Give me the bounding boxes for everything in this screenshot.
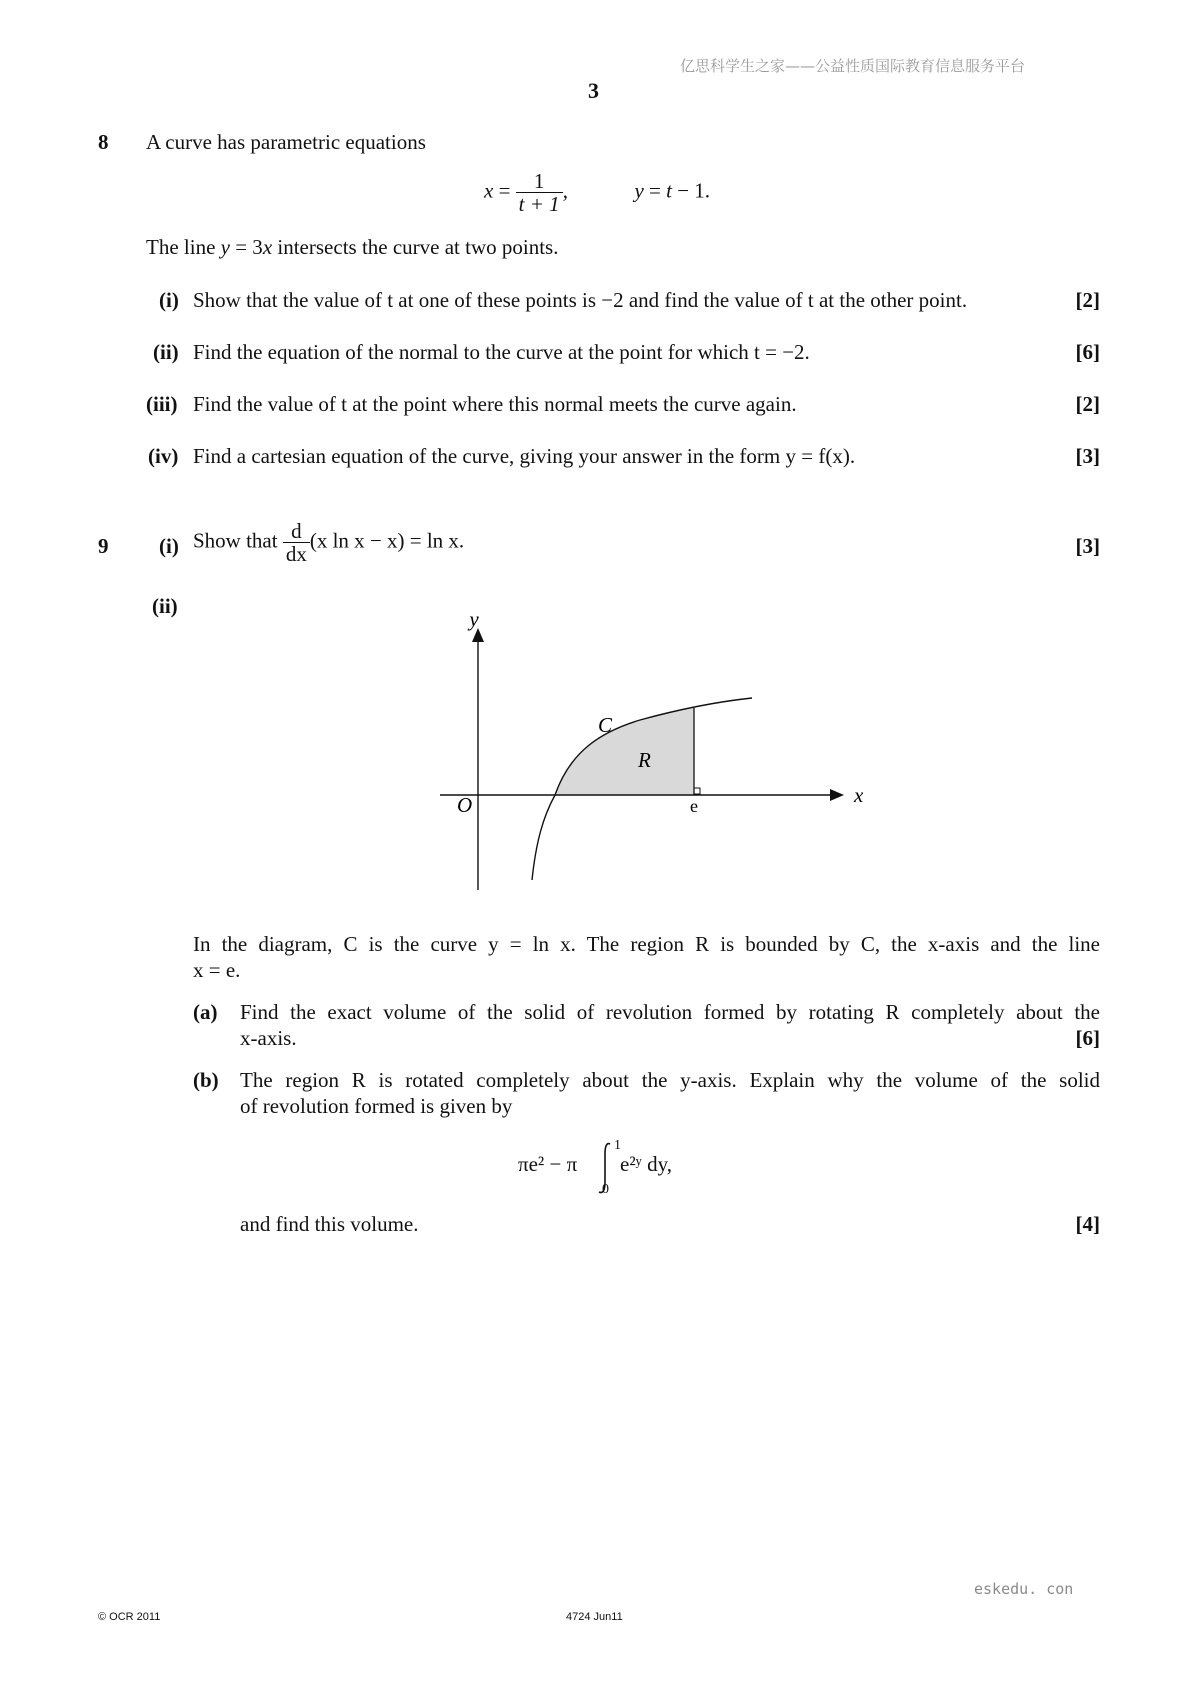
y-axis-label: y xyxy=(469,612,479,631)
x-axis-arrow xyxy=(830,789,844,801)
q8-number: 8 xyxy=(98,130,109,154)
region-r-label: R xyxy=(638,748,651,772)
q9-part-a-label: (a) xyxy=(193,1000,218,1024)
q8-part-i-marks: [2] xyxy=(1075,288,1100,312)
q9-part-i-label: (i) xyxy=(159,534,179,558)
eq-y-var: t xyxy=(666,178,672,203)
e-tick-label: e xyxy=(690,796,698,816)
eq-x-denominator: t + 1 xyxy=(516,192,563,215)
q8-part-iv-text: Find a cartesian equation of the curve, giving your answer in the form y = f(x). xyxy=(193,444,856,468)
q9-part-b-line2: of revolution formed is given by xyxy=(240,1094,513,1118)
q9-part-a-line2: x-axis. xyxy=(240,1026,297,1050)
header-watermark: 亿思科学生之家——公益性质国际教育信息服务平台 xyxy=(680,57,1026,75)
q8-intro: A curve has parametric equations xyxy=(146,130,426,154)
q8-part-ii-label: (ii) xyxy=(153,340,179,364)
volume-expr-left: πe² − π xyxy=(518,1152,578,1176)
q9-part-b-marks: [4] xyxy=(1075,1212,1100,1236)
q9-part-b-line1: The region R is rotated completely about the y-axis. Explain why the volume of the solid xyxy=(240,1068,1100,1092)
q9-part-ii-label: (ii) xyxy=(152,594,178,618)
q9-number: 9 xyxy=(98,534,109,558)
integrand: e²ʸ dy, xyxy=(620,1152,672,1176)
ln-curve-diagram xyxy=(430,612,870,902)
q9-part-a-marks: [6] xyxy=(1075,1026,1100,1050)
eq-y-rest: − 1. xyxy=(677,178,711,203)
eq-x-lhs: x xyxy=(484,178,494,203)
q8-part-iii-label: (iii) xyxy=(146,392,178,416)
q8-part-iv-label: (iv) xyxy=(148,444,179,468)
q9-description-line2: x = e. xyxy=(193,958,241,982)
q8-part-i-label: (i) xyxy=(159,288,179,312)
q9-part-b-line3: and find this volume. xyxy=(240,1212,419,1236)
curve-c-label: C xyxy=(598,713,613,737)
right-angle-marker xyxy=(694,788,700,794)
x-axis-label: x xyxy=(854,783,864,807)
derivative-fraction: $\frac{d}{dx}$ xyxy=(283,520,310,565)
q8-part-iii-marks: [2] xyxy=(1075,392,1100,416)
region-r-shading xyxy=(555,708,694,795)
footer-site: eskedu. con xyxy=(974,1580,1074,1598)
q9-part-a-line1: Find the exact volume of the solid of revolution formed by rotating R completely about the xyxy=(240,1000,1100,1024)
q8-part-ii-marks: [6] xyxy=(1075,340,1100,364)
q9-part-i-marks: [3] xyxy=(1075,534,1100,558)
q8-equations: x = $\frac{1}{t + 1}$ , y = t − 1. xyxy=(484,169,711,217)
page-number: 3 xyxy=(588,78,599,103)
eq-y-lhs: y xyxy=(634,178,644,203)
q9-part-b-label: (b) xyxy=(193,1068,219,1092)
footer-code: 4724 Jun11 xyxy=(566,1611,623,1623)
q9-part-i-text xyxy=(193,520,464,565)
q9-description-line1: In the diagram, C is the curve y = ln x. The region R is bounded by C, the x-axis and the line xyxy=(193,932,1100,956)
q8-part-iv-marks: [3] xyxy=(1075,444,1100,468)
q9-part-i-expression: (x ln x − x) = ln x. xyxy=(309,528,465,553)
q9-part-i-prefix: Show that xyxy=(193,528,278,553)
origin-label: O xyxy=(457,793,473,817)
q8-line-statement: The line y = 3x intersects the curve at two points. xyxy=(146,235,559,259)
integral-upper-limit: 1 xyxy=(614,1138,621,1153)
q8-part-i-text: Show that the value of t at one of these points is −2 and find the value of t at the other point. xyxy=(193,288,968,312)
q8-part-iii-text: Find the value of t at the point where this normal meets the curve again. xyxy=(193,392,797,416)
footer-copyright: © OCR 2011 xyxy=(98,1611,161,1623)
eq-x-numerator: 1 xyxy=(533,169,545,193)
eq-x-fraction xyxy=(516,170,563,215)
q8-part-ii-text: Find the equation of the normal to the curve at the point for which t = −2. xyxy=(193,340,810,364)
integral-lower-limit: 0 xyxy=(602,1182,609,1197)
